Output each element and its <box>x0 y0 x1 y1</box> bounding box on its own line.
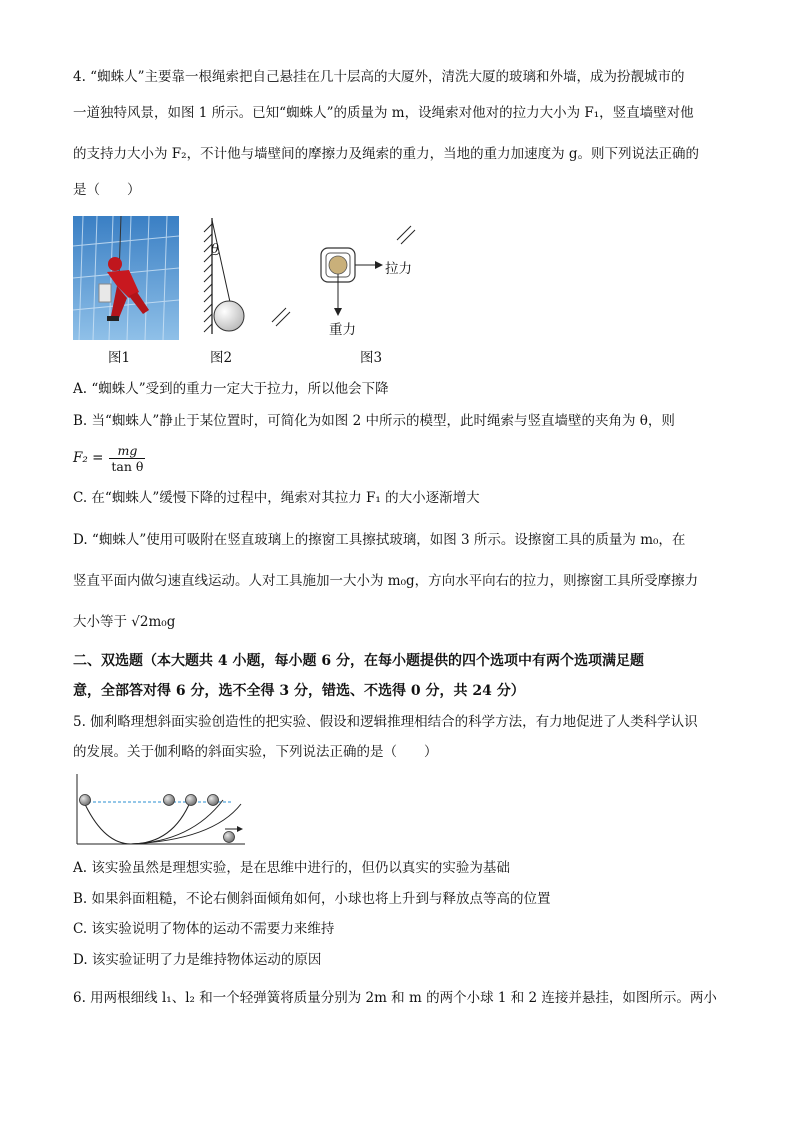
q4-option-d-line-2: 竖直平面内做匀速直线运动。人对工具施加一大小为 m₀g，方向水平向右的拉力，则擦窗工具所受摩擦力 <box>73 573 699 589</box>
q5-line-2: 的发展。关于伽利略的斜面实验，下列说法正确的是（ ） <box>73 744 438 760</box>
q4-option-c: C. 在“蜘蛛人”缓慢下降的过程中，绳索对其拉力 F₁ 的大小逐渐增大 <box>73 490 480 506</box>
fig1-photo <box>73 216 179 340</box>
fig2-caption: 图2 <box>210 350 233 366</box>
q4-line-4: 是（ ） <box>73 182 141 198</box>
q4-option-d-line-1: D. “蜘蛛人”使用可吸附在竖直玻璃上的擦窗工具擦拭玻璃，如图 3 所示。设擦窗工具的质量为 m₀，在 <box>73 532 686 548</box>
fig1-caption: 图1 <box>108 350 131 366</box>
q4-option-b: B. 当“蜘蛛人”静止于某位置时，可简化为如图 2 中所示的模型，此时绳索与竖直墙壁的夹角为 θ，则 <box>73 413 675 429</box>
fig3-caption: 图3 <box>360 350 383 366</box>
formula-denominator: tan θ <box>111 458 144 474</box>
q5-incline-diagram <box>73 772 248 848</box>
fig3-pull-label: 拉力 <box>385 261 412 277</box>
q4-option-d-line-3: 大小等于 √2m₀g <box>73 614 176 630</box>
q5-option-d: D. 该实验证明了力是维持物体运动的原因 <box>73 952 322 968</box>
q4-line-3: 的支持力大小为 F₂，不计他与墙壁间的摩擦力及绳索的重力，当地的重力加速度为 g。则下列说法正确的 <box>73 146 700 162</box>
formula-lhs: F₂ = <box>73 450 104 466</box>
q5-option-c: C. 该实验说明了物体的运动不需要力来维持 <box>73 921 335 937</box>
q4-line-1: 4. “蜘蛛人”主要靠一根绳索把自己悬挂在几十层高的大厦外，清洗大厦的玻璃和外墙，成为扮靓城市的 <box>73 69 685 85</box>
q4-line-2: 一道独特风景，如图 1 所示。已知“蜘蛛人”的质量为 m，设绳索对他对的拉力大小为 F₁，竖直墙壁对他 <box>73 105 694 121</box>
fig2-diagram <box>200 216 310 340</box>
section2-heading-line-2: 意，全部答对得 6 分，选不全得 3 分，错选、不选得 0 分，共 24 分） <box>73 683 525 699</box>
section2-heading-line-1: 二、双选题（本大题共 4 小题，每小题 6 分，在每小题提供的四个选项中有两个选项满足题 <box>73 653 644 669</box>
q4-option-b-formula <box>73 441 145 475</box>
q5-option-a: A. 该实验虽然是理想实验，是在思维中进行的，但仍以真实的实验为基础 <box>73 860 510 876</box>
q6-line-1: 6. 用两根细线 l₁、l₂ 和一个轻弹簧将质量分别为 2m 和 m 的两个小球 1 和 2 连接并悬挂，如图所示。两小 <box>73 990 717 1006</box>
q5-option-b: B. 如果斜面粗糙，不论右侧斜面倾角如何，小球也将上升到与释放点等高的位置 <box>73 891 551 907</box>
fig2-angle-label: θ <box>211 242 219 257</box>
q4-option-a: A. “蜘蛛人”受到的重力一定大于拉力，所以他会下降 <box>73 381 389 397</box>
formula-fraction <box>109 443 145 474</box>
formula-numerator: mg <box>117 442 138 458</box>
fig3-gravity-label: 重力 <box>329 322 356 338</box>
q5-line-1: 5. 伽利略理想斜面实验创造性的把实验、假设和逻辑推理相结合的科学方法，有力地促进了人类科学认识 <box>73 714 698 730</box>
